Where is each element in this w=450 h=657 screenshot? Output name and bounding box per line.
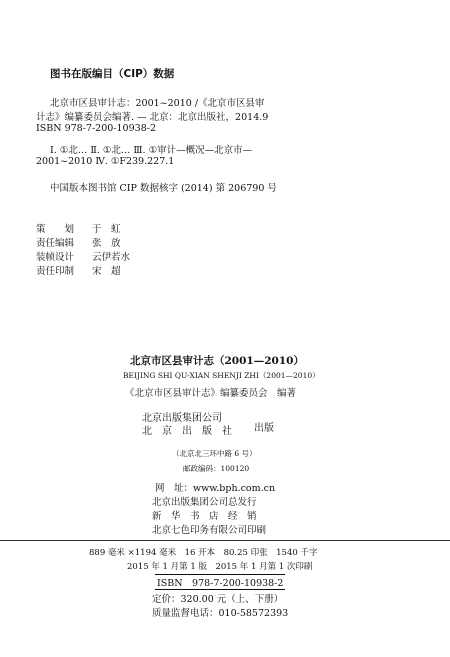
- credit-name: 于 虹: [92, 224, 121, 235]
- credit-name: 云伊若水: [92, 252, 131, 263]
- credit-row-planning: [36, 221, 121, 235]
- credit-row-design: [36, 249, 130, 263]
- cip-subject-line-1: Ⅰ. ①北… Ⅱ. ①北… Ⅲ. ①审计—概况—北京市—: [50, 145, 253, 156]
- cip-isbn: ISBN 978-7-200-10938-2: [36, 123, 156, 134]
- quality-hotline: 质量监督电话：010-58572393: [152, 608, 289, 619]
- cip-heading: 图书在版编目（CIP）数据: [50, 68, 175, 80]
- publisher-address: （北京北三环中路 6 号）: [172, 449, 257, 458]
- book-specs: 889 毫米 ×1194 毫米 16 开本 80.25 印张 1540 千字: [89, 548, 318, 558]
- cip-verification: 中国版本图书馆 CIP 数据核字 (2014) 第 206790 号: [50, 183, 277, 194]
- credit-name: 张 放: [92, 238, 121, 249]
- credit-role: 责任编辑: [36, 238, 75, 249]
- colophon-compiler: 《北京市区县审计志》编纂委员会 编著: [125, 388, 297, 399]
- cip-entry-line-1: 北京市区县审计志：2001~2010 /《北京市区县审: [50, 98, 265, 109]
- isbn-box: ISBN 978-7-200-10938-2: [155, 574, 285, 590]
- divider: [0, 540, 450, 541]
- publisher-block: [142, 412, 312, 438]
- credit-row-printing: [36, 263, 121, 277]
- publisher-lines: [142, 412, 232, 438]
- publisher-website: 网 址：www.bph.com.cn: [155, 483, 276, 494]
- publisher-postcode: 邮政编码：100120: [183, 464, 250, 473]
- credit-role: 策 划: [36, 224, 75, 235]
- seller: 新 华 书 店 经 销: [152, 511, 257, 522]
- price: 定价：320.00 元（上、下册）: [152, 594, 284, 605]
- credit-row-editor: [36, 235, 121, 249]
- publisher-name-2: 北 京 出 版 社: [142, 426, 232, 437]
- publisher-name-1: 北京出版集团公司: [142, 413, 222, 424]
- colophon-title: 北京市区县审计志（2001—2010）: [130, 355, 304, 367]
- credit-role: 装帧设计: [36, 252, 75, 263]
- cip-subject-line-2: 2001~2010 Ⅳ. ①F239.227.1: [36, 156, 175, 167]
- credit-name: 宋 超: [92, 266, 121, 277]
- edition-info: 2015 年 1 月第 1 版 2015 年 1 月第 1 次印刷: [127, 562, 313, 572]
- published-label: 出版: [254, 423, 274, 434]
- cip-entry-line-2: 计志》编纂委员会编著. — 北京：北京出版社，2014.9: [36, 112, 269, 123]
- distributor: 北京出版集团公司总发行: [152, 497, 257, 508]
- colophon-title-pinyin: BEIJING SHI QU-XIAN SHENJI ZHI（2001—2010）: [123, 371, 320, 380]
- credit-role: 责任印制: [36, 266, 75, 277]
- printer: 北京七色印务有限公司印刷: [152, 525, 267, 536]
